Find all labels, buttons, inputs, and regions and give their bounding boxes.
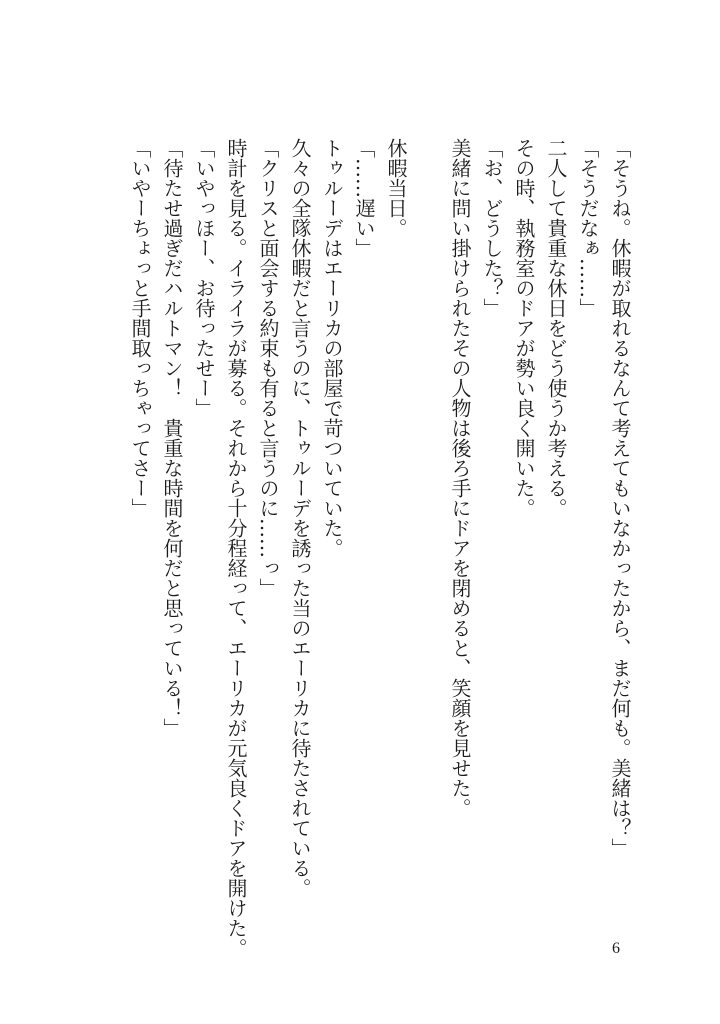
text-line: 美緒に問い掛けられたその人物は後ろ手にドアを閉めると、笑顔を見せた。 [448, 138, 472, 818]
text-line: 「そうね。休暇が取れるなんて考えてもいなかったから、まだ何も。美緒は？」 [608, 138, 632, 858]
text-line: 久々の全隊休暇だと言うのに、トゥルーデを誘った当のエーリカに待たされている。 [288, 138, 312, 898]
vertical-text-body [124, 138, 636, 958]
text-line: 「そうだなぁ……」 [576, 138, 600, 318]
page-number: 6 [612, 940, 620, 957]
text-line: 休暇当日。 [384, 138, 408, 238]
text-line: 「いやーちょっと手間取っちゃってさー」 [128, 138, 152, 518]
text-line: 「……遅い」 [352, 138, 376, 258]
text-line: 二人して貴重な休日をどう使うか考える。 [544, 138, 568, 518]
text-line: その時、執務室のドアが勢い良く開いた。 [512, 138, 536, 518]
text-line: 時計を見る。イライラが募る。それから十分程経って、エーリカが元気良くドアを開けた。 [224, 138, 248, 958]
text-line: 「お、どうした？」 [480, 138, 504, 318]
text-line: トゥルーデはエーリカの部屋で苛ついていた。 [320, 138, 344, 558]
text-line: 「クリスと面会する約束も有ると言うのに……っ」 [256, 138, 280, 598]
blank-line [412, 138, 444, 878]
text-line: 「待たせ過ぎだハルトマン！ 貴重な時間を何だと思っている！」 [160, 138, 184, 738]
text-line: 「いやっほー、お待ったせー」 [192, 138, 216, 418]
